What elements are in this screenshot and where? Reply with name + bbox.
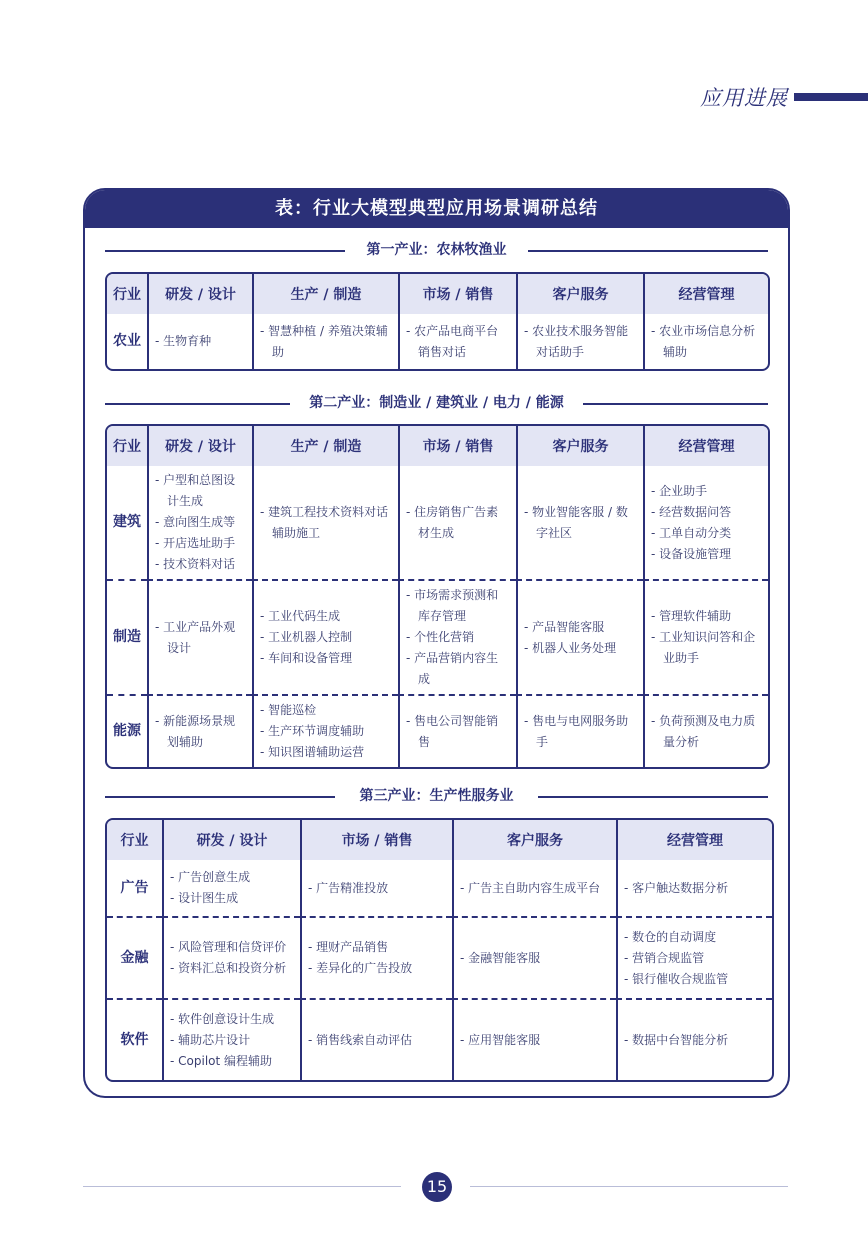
list-item: - 风险管理和信贷评价 [170,940,287,955]
list-item: - 农业技术服务智能对话助手 [524,323,629,359]
list-item: - 广告精准投放 [308,880,389,895]
industry-label: 建筑 [113,514,141,530]
list-item: - 农业市场信息分析辅助 [651,323,756,359]
list-item: - 智能巡检 [260,703,317,717]
section-bar [794,93,868,101]
sec1-divider [105,240,768,260]
list-item: - 负荷预测及电力质量分析 [651,713,756,749]
list-item: - Copilot 编程辅助 [170,1053,273,1068]
footer-rule-left [83,1186,401,1187]
column-header: 经营管理 [643,426,768,466]
list-item: - 户型和总图设计生成 [155,473,236,508]
column-header: 客户服务 [452,820,616,860]
header-row [107,426,768,466]
table-row [107,314,768,369]
list-item: - 工业代码生成 [260,609,341,623]
list-item: - 数据中台智能分析 [624,1032,729,1047]
table-row [107,579,768,694]
column-header: 行业 [107,426,147,466]
list-item: - 个性化营销 [406,630,475,644]
table-cell [398,579,516,694]
table-cell [452,998,616,1080]
footer-rule-right [470,1186,788,1187]
column-header: 行业 [107,274,147,314]
table-cell [398,694,516,767]
table-cell [516,466,643,579]
list-item: - 数仓的自动调度 [624,929,717,944]
list-item: - 车间和设备管理 [260,651,353,665]
column-header: 研发 / 设计 [162,820,300,860]
list-item: - 工业知识问答和企业助手 [651,630,756,665]
list-item: - 营销合规监管 [624,950,705,965]
sec3-divider [105,786,768,806]
table-cell [643,314,768,369]
table-cell [300,998,452,1080]
table-row [107,466,768,579]
list-item: - 生产环节调度辅助 [260,724,365,738]
table-cell [147,314,252,369]
table-cell [452,860,616,916]
table-cell [516,579,643,694]
table-cell [300,916,452,998]
table-cell [398,314,516,369]
page-number: 15 [422,1172,452,1202]
header-row [107,820,772,860]
list-item: - 产品营销内容生成 [406,651,499,686]
list-item: - 销售线索自动评估 [308,1032,413,1047]
table-cell [300,860,452,916]
tertiary-industry-table [105,818,774,1082]
table-cell [643,579,768,694]
sec2-label: 第二产业：制造业 / 建筑业 / 电力 / 能源 [295,395,578,411]
table-row [107,998,772,1080]
table-cell [516,314,643,369]
industry-label: 金融 [107,916,162,998]
column-header: 研发 / 设计 [147,426,252,466]
list-item: - 企业助手 [651,483,708,498]
column-header: 经营管理 [616,820,772,860]
table-cell [252,466,398,579]
table-cell [516,694,643,767]
list-item: - 差异化的广告投放 [308,961,413,976]
list-item: - 设备设施管理 [651,546,732,561]
table-cell [452,916,616,998]
list-item: - 知识图谱辅助运营 [260,745,365,759]
industry-label: 广告 [120,879,149,896]
list-item: - 生物育种 [155,334,212,348]
sec2-divider [105,393,768,413]
list-item: - 产品智能客服 [524,619,605,634]
table-row [107,694,768,767]
column-header: 生产 / 制造 [252,426,398,466]
table-cell [252,694,398,767]
list-item: - 工单自动分类 [651,525,732,540]
list-item: - 软件创意设计生成 [170,1011,275,1026]
table-row [107,916,772,998]
industry-label: 能源 [107,694,147,767]
list-item: - 售电与电网服务助手 [524,713,629,749]
list-item: - 机器人业务处理 [524,640,617,655]
column-header: 市场 / 销售 [300,820,452,860]
column-header: 市场 / 销售 [398,274,516,314]
list-item: - 建筑工程技术资料对话辅助施工 [260,504,389,540]
list-item: - 应用智能客服 [460,1032,541,1047]
list-item: - 智慧种植 / 养殖决策辅助 [260,323,388,359]
column-header: 经营管理 [643,274,768,314]
primary-industry-table [105,272,770,371]
industry-label: 制造 [107,579,147,694]
summary-table-frame [83,188,790,1098]
list-item: - 设计图生成 [170,891,239,906]
list-item: - 客户触达数据分析 [624,880,729,895]
industry-label: 农业 [113,333,141,349]
list-item: - 工业机器人控制 [260,630,353,644]
list-item: - 金融智能客服 [460,950,541,965]
list-item: - 工业产品外观设计 [155,619,236,655]
table-cell [252,314,398,369]
list-item: - 开店选址助手 [155,536,236,550]
column-header: 研发 / 设计 [147,274,252,314]
list-item: - 新能源场景规划辅助 [155,713,236,749]
column-header: 生产 / 制造 [252,274,398,314]
sec1-label: 第一产业：农林牧渔业 [353,242,521,258]
table-cell [398,466,516,579]
table-cell [162,916,300,998]
list-item: - 农产品电商平台销售对话 [406,323,499,359]
sec3-label: 第三产业：生产性服务业 [346,788,528,804]
list-item: - 广告创意生成 [170,870,251,885]
table-cell [616,998,772,1080]
column-header: 市场 / 销售 [398,426,516,466]
table-cell [643,694,768,767]
list-item: - 银行催收合规监管 [624,971,729,986]
list-item: - 辅助芯片设计 [170,1032,251,1047]
table-row [107,860,772,916]
table-cell [147,579,252,694]
section-label: 应用进展 [700,86,788,110]
table-cell [616,916,772,998]
column-header: 客户服务 [516,426,643,466]
list-item: - 住房销售广告素材生成 [406,504,499,540]
table-cell [147,466,252,579]
table-cell [162,860,300,916]
table-cell [643,466,768,579]
column-header: 行业 [107,820,162,860]
list-item: - 广告主自助内容生成平台 [460,880,601,895]
list-item: - 资料汇总和投资分析 [170,961,287,976]
list-item: - 市场需求预测和库存管理 [406,588,499,623]
table-cell [252,579,398,694]
list-item: - 意向图生成等 [155,515,236,529]
table-cell [147,694,252,767]
list-item: - 管理软件辅助 [651,609,732,623]
table-title: 表：行业大模型典型应用场景调研总结 [85,190,788,228]
header-row [107,274,768,314]
table-cell [162,998,300,1080]
list-item: - 售电公司智能销售 [406,713,499,749]
list-item: - 理财产品销售 [308,940,389,955]
table-cell [616,860,772,916]
list-item: - 技术资料对话 [155,557,236,571]
column-header: 客户服务 [516,274,643,314]
list-item: - 经营数据问答 [651,504,732,519]
industry-label: 软件 [107,998,162,1080]
list-item: - 物业智能客服 / 数字社区 [524,504,628,540]
secondary-industry-table [105,424,770,769]
